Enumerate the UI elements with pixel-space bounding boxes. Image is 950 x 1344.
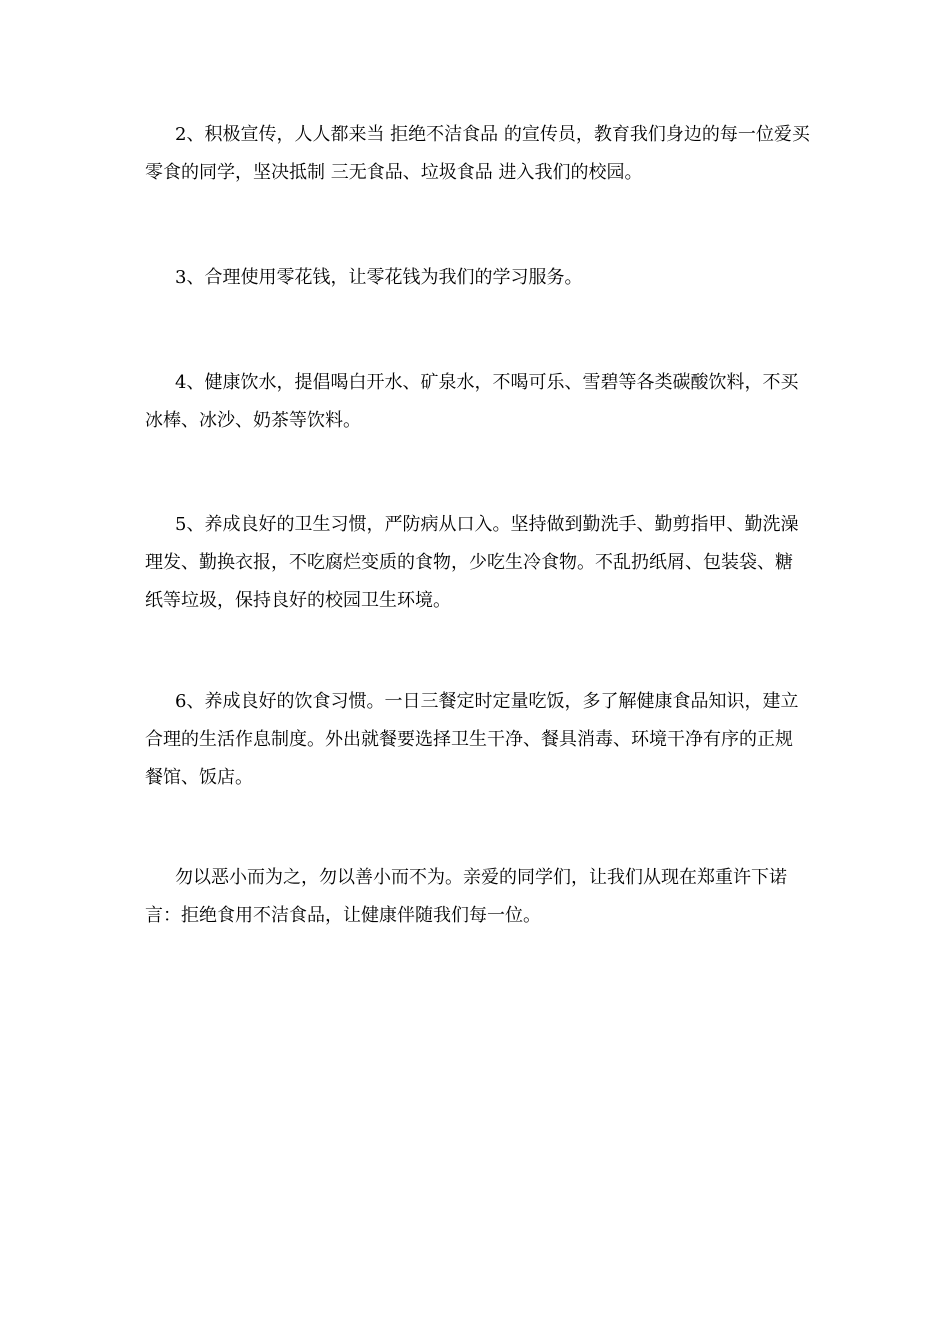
- paragraph-item-4: 4、健康饮水，提倡喝白开水、矿泉水，不喝可乐、雪碧等各类碳酸饮料，不买冰棒、冰沙、奶茶等饮料。: [145, 372, 799, 431]
- closing-paragraph: 勿以恶小而为之，勿以善小而不为。亲爱的同学们，让我们从现在郑重许下诺言：拒绝食用不洁食品，让健康伴随我们每一位。: [145, 867, 787, 926]
- paragraph-item-3: 3、合理使用零花钱，让零花钱为我们的学习服务。: [175, 267, 583, 288]
- paragraph-item-5: 5、养成良好的卫生习惯，严防病从口入。坚持做到勤洗手、勤剪指甲、勤洗澡理发、勤换衣报，不吃腐烂变质的食物，少吃生冷食物。不乱扔纸屑、包装袋、糖纸等垃圾，保持良好的校园卫生环境。: [145, 514, 799, 611]
- paragraph-item-2: 2、积极宣传，人人都来当 拒绝不洁食品 的宣传员，教育我们身边的每一位爱买零食的同学，坚决抵制 三无食品、垃圾食品 进入我们的校园。: [145, 124, 810, 183]
- paragraph-item-6: 6、养成良好的饮食习惯。一日三餐定时定量吃饭，多了解健康食品知识，建立合理的生活作息制度。外出就餐要选择卫生干净、餐具消毒、环境干净有序的正规餐馆、饭店。: [145, 691, 799, 788]
